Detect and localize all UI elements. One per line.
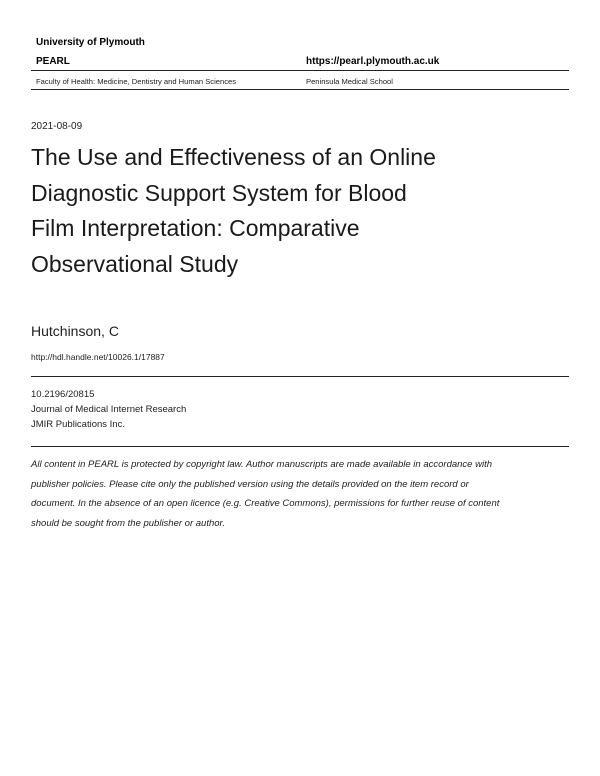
repository-name: PEARL — [36, 56, 70, 67]
header-divider-top — [31, 70, 569, 71]
handle-link[interactable]: http://hdl.handle.net/10026.1/17887 — [31, 352, 165, 362]
journal-name: Journal of Medical Internet Research — [31, 404, 187, 415]
publication-date: 2021-08-09 — [31, 121, 83, 132]
title-line: The Use and Effectiveness of an Online — [31, 144, 436, 170]
publisher-name: JMIR Publications Inc. — [31, 419, 125, 430]
paper-title — [31, 140, 551, 282]
publication-divider-bottom — [31, 446, 569, 447]
title-line: Film Interpretation: Comparative — [31, 215, 360, 241]
notice-line: should be sought from the publisher or author. — [31, 517, 225, 529]
repository-url-link[interactable]: https://pearl.plymouth.ac.uk — [306, 56, 440, 67]
title-line: Observational Study — [31, 250, 239, 277]
doi: 10.2196/20815 — [31, 389, 95, 400]
faculty-name: Faculty of Health: Medicine, Dentistry and Human Sciences — [36, 77, 237, 86]
notice-line: document. In the absence of an open licence (e.g. Creative Commons), permissions for further reuse of content — [31, 498, 500, 509]
publication-divider-top — [31, 376, 569, 377]
notice-line: publisher policies. Please cite only the published version using the details provided on the item record or — [31, 478, 469, 490]
institution-name: University of Plymouth — [36, 37, 145, 48]
title-line: Diagnostic Support System for Blood — [31, 179, 407, 206]
publication-details — [31, 387, 186, 432]
copyright-notice — [31, 455, 566, 533]
notice-line: All content in PEARL is protected by copyright law. Author manuscripts are made available in accordance with — [31, 459, 492, 470]
header-divider-bottom — [31, 89, 569, 90]
school-name: Peninsula Medical School — [306, 77, 393, 86]
author-name: Hutchinson, C — [31, 323, 119, 339]
